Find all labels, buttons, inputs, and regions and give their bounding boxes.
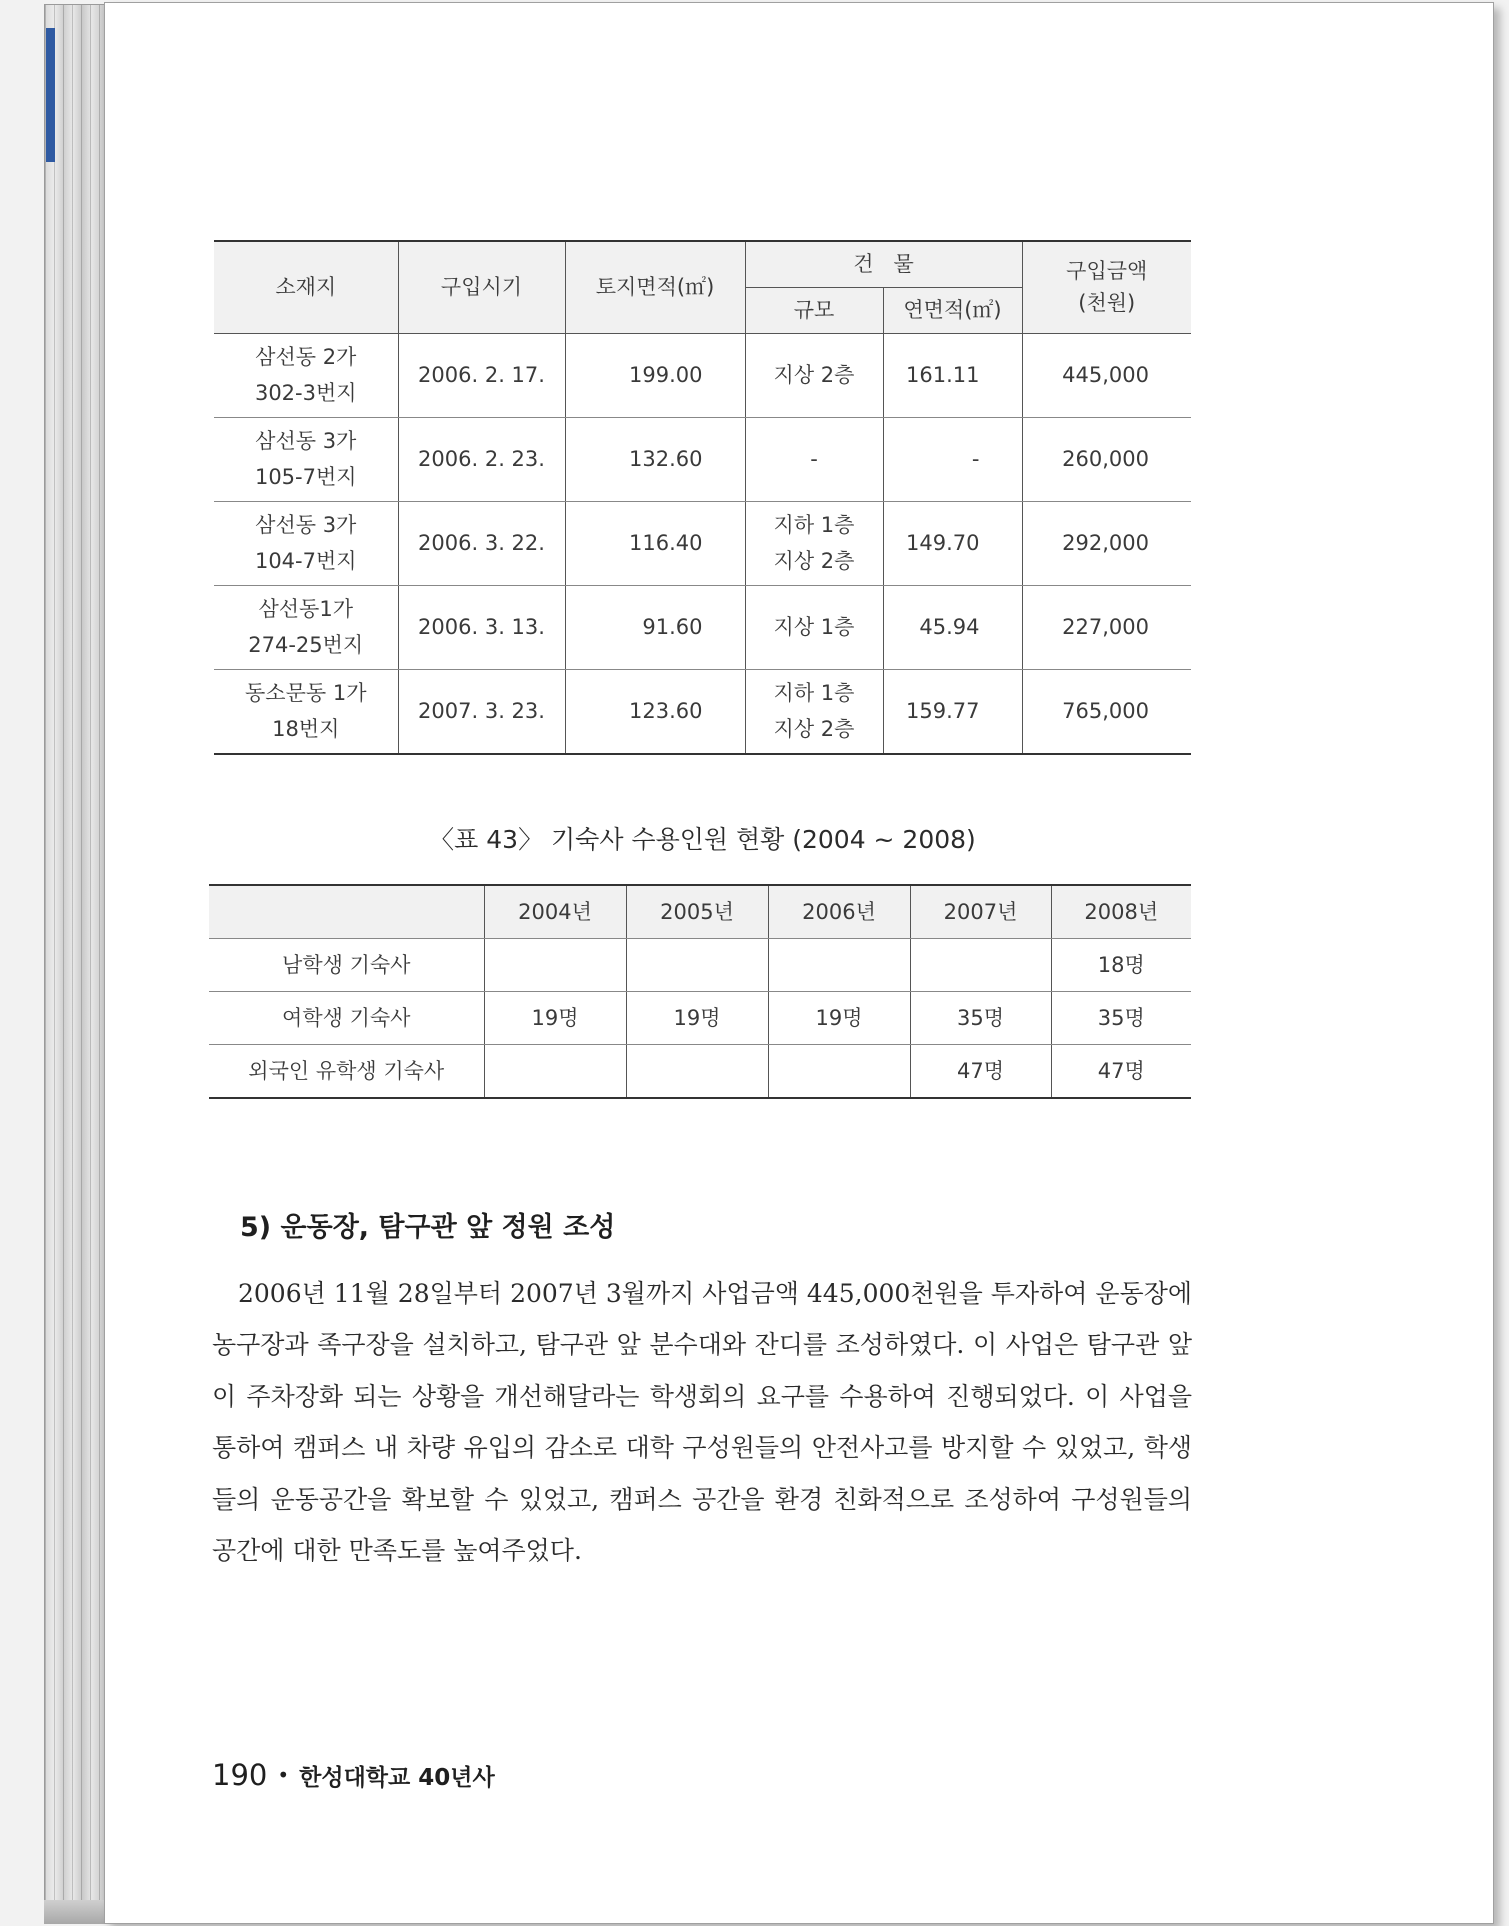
header-location: 소재지 [214,241,398,333]
purchase-price: 227,000 [1062,615,1149,639]
cell-price [1022,585,1191,669]
header-price-line2: (천원) [1078,291,1136,316]
cell-location [214,417,398,501]
footer-bullet: • [277,1763,290,1787]
capacity-value: 19명 [626,992,768,1045]
capacity-value [768,939,910,992]
header-building: 건 물 [745,241,1022,287]
location-line1: 삼선동1가 [258,597,353,621]
land-area: 123.60 [629,699,703,723]
floor-area: 159.77 [906,699,980,723]
capacity-value: 35명 [1051,992,1191,1045]
location-line1: 삼선동 3가 [255,429,357,453]
capacity-value: 47명 [1051,1045,1191,1099]
purchase-price: 765,000 [1062,699,1149,723]
capacity-value: 19명 [484,992,626,1045]
header-price [1022,241,1191,333]
cell-price [1022,501,1191,585]
cell-land-area [565,585,745,669]
header-year: 2004년 [484,885,626,939]
cell-floor-area [883,585,1022,669]
cell-purchase-date [398,417,565,501]
capacity-value [484,1045,626,1099]
table-row [214,585,1191,669]
header-year: 2008년 [1051,885,1191,939]
header-price-line1: 구입금액 [1066,259,1148,284]
cell-land-area [565,669,745,754]
cell-location [214,585,398,669]
cell-location [214,669,398,754]
table-caption: 〈표 43〉 기숙사 수용인원 현황 (2004 ~ 2008) [429,825,976,854]
header-empty-cell [209,885,484,939]
cell-land-area [565,501,745,585]
cell-purchase-date [398,585,565,669]
land-area: 199.00 [629,363,703,387]
scale-line1: 지상 2층 [773,363,855,387]
location-line1: 삼선동 3가 [255,513,357,537]
scale-line2: 지상 2층 [773,549,855,573]
header-purchase-date: 구입시기 [398,241,565,333]
cell-purchase-date [398,669,565,754]
cell-floor-area [883,669,1022,754]
cell-floor-area [883,333,1022,417]
cell-price [1022,417,1191,501]
purchase-date: 2006. 3. 22. [418,531,545,555]
purchase-date: 2007. 3. 23. [418,699,545,723]
table-row [214,417,1191,501]
capacity-value [768,1045,910,1099]
cell-location [214,501,398,585]
location-line2: 18번지 [272,717,340,741]
cell-price [1022,669,1191,754]
page-footer [212,1758,495,1792]
location-line2: 274-25번지 [248,633,364,657]
land-area: 116.40 [629,531,703,555]
cell-scale [745,669,883,754]
capacity-value [626,939,768,992]
table-row [209,992,1191,1045]
page-number: 190 [212,1758,268,1792]
capacity-value [484,939,626,992]
header-scale: 규모 [745,287,883,333]
purchase-date: 2006. 2. 23. [418,447,545,471]
purchase-date: 2006. 2. 17. [418,363,545,387]
capacity-value: 35명 [910,992,1051,1045]
location-line2: 302-3번지 [254,381,357,405]
capacity-value [626,1045,768,1099]
cell-purchase-date [398,501,565,585]
header-land-area: 토지면적(㎡) [565,241,745,333]
cell-location [214,333,398,417]
location-line1: 동소문동 1가 [245,681,367,705]
row-label: 외국인 유학생 기숙사 [209,1045,484,1099]
capacity-value: 19명 [768,992,910,1045]
scale-line1: 지하 1층 [773,513,855,537]
location-line2: 104-7번지 [254,549,357,573]
cell-purchase-date [398,333,565,417]
book-page-edges [44,4,108,1924]
table-row [209,939,1191,992]
purchase-price: 292,000 [1062,531,1149,555]
book-bottom-edge [44,1900,106,1924]
cell-scale [745,585,883,669]
floor-area: 45.94 [919,615,980,639]
purchase-price: 260,000 [1062,447,1149,471]
floor-area: 149.70 [906,531,980,555]
scale-line1: - [810,447,818,471]
cell-scale [745,333,883,417]
location-line1: 삼선동 2가 [255,345,357,369]
table-row [209,1045,1191,1099]
floor-area: - [971,447,980,471]
purchase-price: 445,000 [1062,363,1149,387]
header-year: 2005년 [626,885,768,939]
land-area: 91.60 [642,615,703,639]
floor-area: 161.11 [906,363,980,387]
bookmark-ribbon [46,28,55,162]
cell-land-area [565,417,745,501]
row-label: 여학생 기숙사 [209,992,484,1045]
capacity-value: 18명 [1051,939,1191,992]
dormitory-capacity-table [209,884,1191,1099]
cell-scale [745,501,883,585]
section-body-paragraph: 2006년 11월 28일부터 2007년 3월까지 사업금액 445,000천원을 투자하여 운동장에 농구장과 족구장을 설치하고, 탐구관 앞 분수대와 잔디를 조성하였다. 이 사업은 탐구관 앞이 주차장화 되는 상황을 개선해달라는 학생회의 요구를 수용하여 진행되었다. 이 사업을 통하여 캠퍼스 내 차량 유입의 감소로 대학 구성원들의 안전사고를 방지할 수 있었고, 학생들의 운동공간을 확보할 수 있었고, 캠퍼스 공간을 환경 친화적으로 조성하여 구성원들의 공간에 대한 만족도를 높여주었다. [212,1279,1192,1566]
cell-floor-area [883,501,1022,585]
purchase-date: 2006. 3. 13. [418,615,545,639]
location-line2: 105-7번지 [254,465,357,489]
scale-line2: 지상 2층 [773,717,855,741]
table-row [214,669,1191,754]
cell-price [1022,333,1191,417]
scale-line1: 지상 1층 [773,615,855,639]
cell-land-area [565,333,745,417]
capacity-value [910,939,1051,992]
capacity-value: 47명 [910,1045,1051,1099]
section-heading: 5) 운동장, 탐구관 앞 정원 조성 [240,1212,616,1243]
cell-floor-area [883,417,1022,501]
cell-scale [745,417,883,501]
table-row [214,501,1191,585]
header-year: 2006년 [768,885,910,939]
table-row [214,333,1191,417]
scale-line1: 지하 1층 [773,681,855,705]
row-label: 남학생 기숙사 [209,939,484,992]
header-year: 2007년 [910,885,1051,939]
footer-book-title: 한성대학교 40년사 [299,1765,495,1791]
land-area: 132.60 [629,447,703,471]
property-purchase-table [214,240,1191,755]
header-floor-area: 연면적(㎡) [883,287,1022,333]
